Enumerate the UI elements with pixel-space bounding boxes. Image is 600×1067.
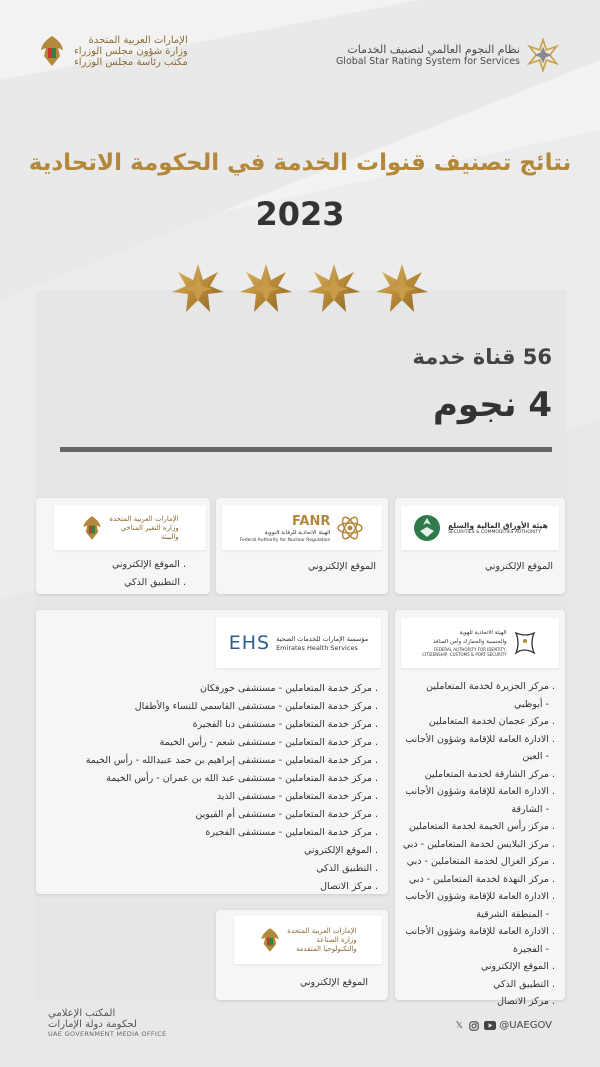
pmo-line1: الإمارات العربية المتحدة	[88, 34, 188, 46]
header	[0, 30, 600, 100]
pmo-line2: وزارة شؤون مجلس الوزراء	[74, 45, 188, 57]
pmo-line3: مكتب رئاسة مجلس الوزراء	[74, 56, 188, 68]
media-office-logo	[48, 1008, 166, 1038]
gold-star-icon	[238, 262, 294, 316]
falcon-icon	[512, 629, 538, 657]
list-item: - المنطقة الشرقية	[476, 908, 549, 920]
card-icp	[395, 610, 565, 1007]
list-item: . مركز خدمة المتعاملين - مستشفى إبراهيم بن حمد عبيدالله - رأس الخيمة	[85, 755, 378, 766]
list-item: . مركز الغزال لخدمة المتعاملين - دبي	[406, 856, 555, 867]
office-ar2: لحكومة دولة الإمارات	[48, 1019, 137, 1030]
list-item: . مركز رأس الخيمة لخدمة المتعاملين	[408, 821, 555, 832]
channel-count: 56 قناة خدمة	[412, 345, 552, 369]
ehs-logo-ar: مؤسسة الإمارات للخدمات الصحية	[276, 634, 369, 643]
x-icon[interactable]: 𝕏	[455, 1020, 463, 1031]
gold-star-icon	[374, 262, 430, 316]
fanr-logo-en: Federal Authority for Nuclear Regulation	[239, 537, 331, 543]
social-links	[454, 1020, 552, 1031]
card-fanr	[216, 498, 388, 594]
sca-logo-ar: هيئة الأوراق المالية والسلع	[448, 521, 548, 530]
moccae-logo-l2: وزارة التغير المناخي	[120, 523, 179, 532]
card-ehs	[36, 610, 388, 894]
list-item: . الموقع الإلكتروني	[480, 961, 555, 972]
moccae-logo	[54, 506, 206, 550]
fanr-logo	[222, 506, 382, 550]
list-item: . الادارة العامة للإقامة وشؤون الأجانب	[405, 926, 555, 937]
list-item: . مركز الجزيرة لخدمة المتعاملين	[426, 681, 555, 692]
moiat-logo-l2: وزارة الصناعة	[316, 935, 357, 944]
social-handle[interactable]: @UAEGOV	[499, 1020, 552, 1031]
divider	[60, 447, 552, 452]
list-item: . مركز عجمان لخدمة المتعاملين	[428, 716, 555, 727]
card-moiat	[216, 910, 388, 1000]
gsrs-ar: نظام النجوم العالمي لتصنيف الخدمات	[347, 43, 520, 56]
fanr-logo-ar: الهيئة الاتحادية للرقابة النووية	[264, 529, 331, 536]
list-item: . مركز خدمة المتعاملين - مستشفى عبد الله بن عمران - رأس الخيمة	[106, 773, 378, 784]
list-item: . الموقع الإلكتروني	[303, 845, 378, 856]
moiat-logo	[234, 916, 382, 964]
card-sca	[395, 498, 565, 594]
list-item: . مركز خدمة المتعاملين - مستشفى الفجيرة	[205, 827, 378, 838]
office-ar1: المكتب الإعلامي	[48, 1008, 116, 1019]
list-item: . مركز الاتصال	[320, 881, 378, 892]
list-item: . مركز خدمة المتعاملين - مستشفى دبا الفجيرة	[192, 719, 378, 730]
ehs-logo-en: Emirates Health Services	[276, 643, 358, 652]
fanr-abbr: FANR	[292, 513, 331, 529]
icp-logo-ar2: والجنسية والجمارك وأمن المنافذ	[432, 639, 507, 645]
list-item: . مركز النهدة لخدمة المتعاملين - دبي	[408, 873, 555, 885]
star-emblem-icon	[526, 38, 560, 72]
stars-label: 4 نجوم	[432, 385, 552, 425]
list-item: . الادارة العامة للإقامة وشؤون الأجانب	[405, 786, 555, 797]
list-item: . مركز الاتصال	[497, 996, 555, 1007]
list-item: . الموقع الإلكتروني	[111, 559, 186, 570]
gsrs-logo	[336, 38, 560, 72]
icp-logo	[401, 618, 559, 668]
sca-emblem-icon	[412, 513, 442, 543]
instagram-icon[interactable]	[469, 1021, 479, 1031]
list-item: - العين	[522, 751, 549, 762]
list-item: . التطبيق الذكي	[493, 978, 555, 990]
uae-emblem-icon	[259, 926, 281, 954]
list-item: . الادارة العامة للإقامة وشؤون الأجانب	[405, 733, 555, 745]
pmo-logo	[38, 34, 188, 68]
sca-logo	[401, 506, 559, 550]
ehs-items	[86, 680, 378, 896]
icp-items	[403, 678, 555, 1011]
gsrs-en: Global Star Rating System for Services	[335, 56, 520, 67]
list-item: . التطبيق الذكي	[316, 863, 378, 874]
ehs-logo	[216, 618, 381, 668]
office-en: UAE GOVERNMENT MEDIA OFFICE	[48, 1030, 167, 1038]
list-item: . التطبيق الذكي	[124, 577, 186, 588]
ehs-abbr: EHS	[228, 632, 271, 654]
uae-emblem-icon	[38, 34, 66, 68]
moccae-logo-l3: والبيئة	[161, 532, 179, 541]
sca-items	[485, 558, 553, 576]
moccae-items	[112, 556, 186, 592]
moiat-items	[300, 974, 368, 992]
youtube-icon[interactable]	[484, 1021, 494, 1031]
list-item: . مركز خدمة المتعاملين - مستشفى القاسمي للنساء والأطفال	[134, 701, 378, 712]
list-item: - الفجيرة	[512, 943, 549, 955]
list-item: . مركز خدمة المتعاملين - مستشفى أم القيوين	[195, 809, 378, 820]
list-item: الموقع الإلكتروني	[307, 561, 376, 572]
year: 2023	[255, 195, 345, 233]
moccae-logo-l1: الإمارات العربية المتحدة	[109, 514, 179, 523]
moiat-logo-l3: والتكنولوجيا المتقدمة	[296, 944, 357, 953]
list-item: . الادارة العامة للإقامة وشؤون الأجانب	[405, 891, 555, 902]
list-item: . مركز البلايس لخدمة المتعاملين - دبي	[402, 838, 555, 850]
list-item: . مركز خدمة المتعاملين - مستشفى شعم - رأس الخيمة	[159, 737, 378, 748]
card-moccae	[36, 498, 210, 594]
moiat-logo-l1: الإمارات العربية المتحدة	[287, 926, 357, 935]
list-item: الموقع الإلكتروني	[299, 977, 368, 988]
list-item: - أبوظبي	[514, 698, 549, 710]
icp-logo-ar1: الهيئة الاتحادية للهوية	[459, 630, 507, 636]
list-item: . مركز خدمة المتعاملين - مستشفى الذيد	[216, 791, 378, 802]
list-item: - الشارقة	[511, 803, 549, 815]
gold-star-icon	[306, 262, 362, 316]
atom-icon	[336, 514, 364, 542]
sca-logo-en: SECURITIES & COMMODITIES AUTHORITY	[448, 530, 541, 535]
list-item: الموقع الإلكتروني	[484, 561, 553, 572]
star-rating	[170, 262, 430, 316]
list-item: . مركز خدمة المتعاملين - مستشفى خورفكان	[199, 683, 378, 694]
list-item: . مركز الشارقة لخدمة المتعاملين	[424, 768, 555, 780]
icp-logo-en2: CITIZENSHIP, CUSTOMS & PORT SECURITY	[422, 652, 507, 657]
gold-star-icon	[170, 262, 226, 316]
icp-logo-en1: FEDERAL AUTHORITY FOR IDENTITY,	[433, 647, 507, 652]
page-title: نتائج تصنيف قنوات الخدمة في الحكومة الاتحادية	[28, 150, 572, 176]
uae-emblem-icon	[81, 514, 103, 542]
fanr-items	[308, 558, 376, 576]
